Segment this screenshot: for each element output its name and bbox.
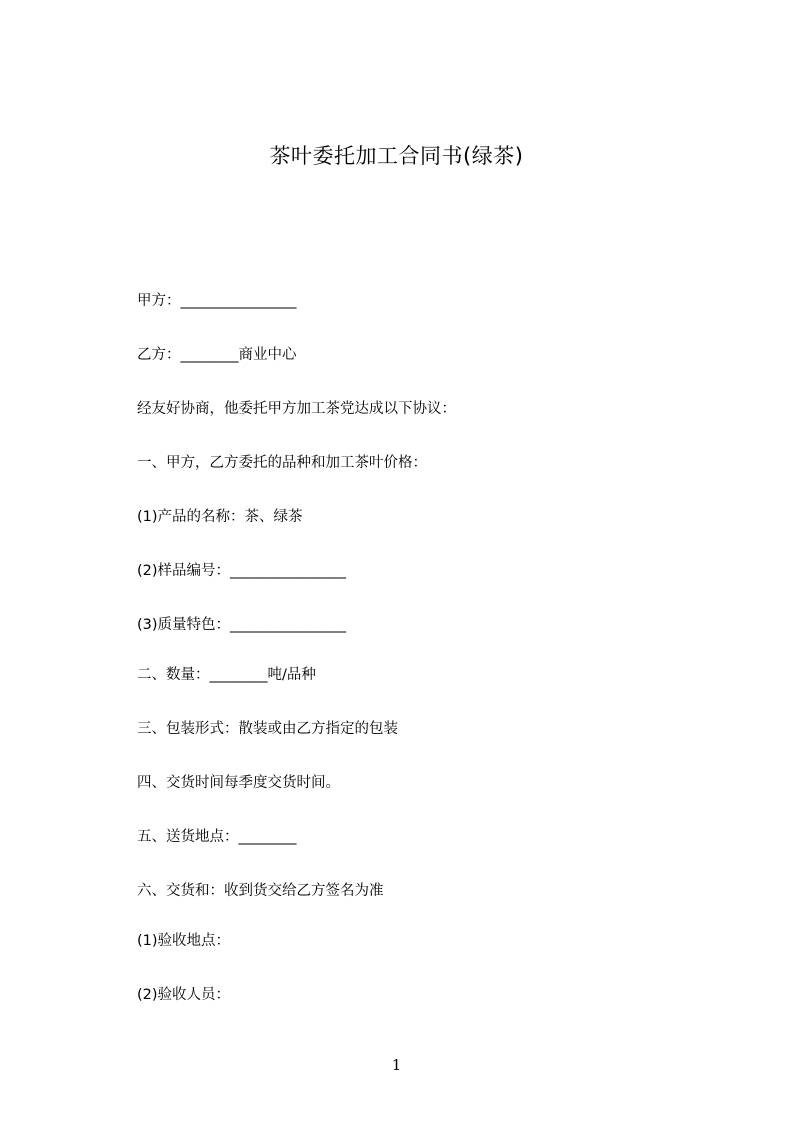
- clause-6-acceptance: 六、交货和：收到货交给乙方签名为准: [137, 883, 384, 899]
- clause-1-heading: 一、甲方，乙方委托的品种和加工茶叶价格：: [137, 455, 427, 471]
- clause-5-delivery-place: 五、送货地点：________: [137, 829, 297, 845]
- clause-6-inspection-place: (1)验收地点：: [137, 933, 231, 949]
- clause-1-quality: (3)质量特色：________________: [137, 617, 347, 633]
- page-number: 1: [391, 1056, 402, 1074]
- clause-4-delivery-time: 四、交货时间每季度交货时间。: [137, 775, 340, 791]
- agreement-intro: 经友好协商，他委托甲方加工茶党达成以下协议：: [137, 401, 456, 417]
- party-b-line: 乙方：________商业中心: [137, 347, 297, 363]
- clause-3-packaging: 三、包装形式：散装或由乙方指定的包装: [137, 721, 398, 737]
- document-title: 茶叶委托加工合同书(绿茶): [269, 144, 524, 168]
- clause-1-product-name: (1)产品的名称：茶、绿茶: [137, 509, 303, 525]
- clause-1-sample-number: (2)样品编号：________________: [137, 563, 347, 579]
- party-a-line: 甲方：________________: [137, 293, 297, 309]
- clause-2-quantity: 二、数量：________吨/品种: [137, 667, 316, 683]
- clause-6-inspectors: (2)验收人员：: [137, 987, 231, 1003]
